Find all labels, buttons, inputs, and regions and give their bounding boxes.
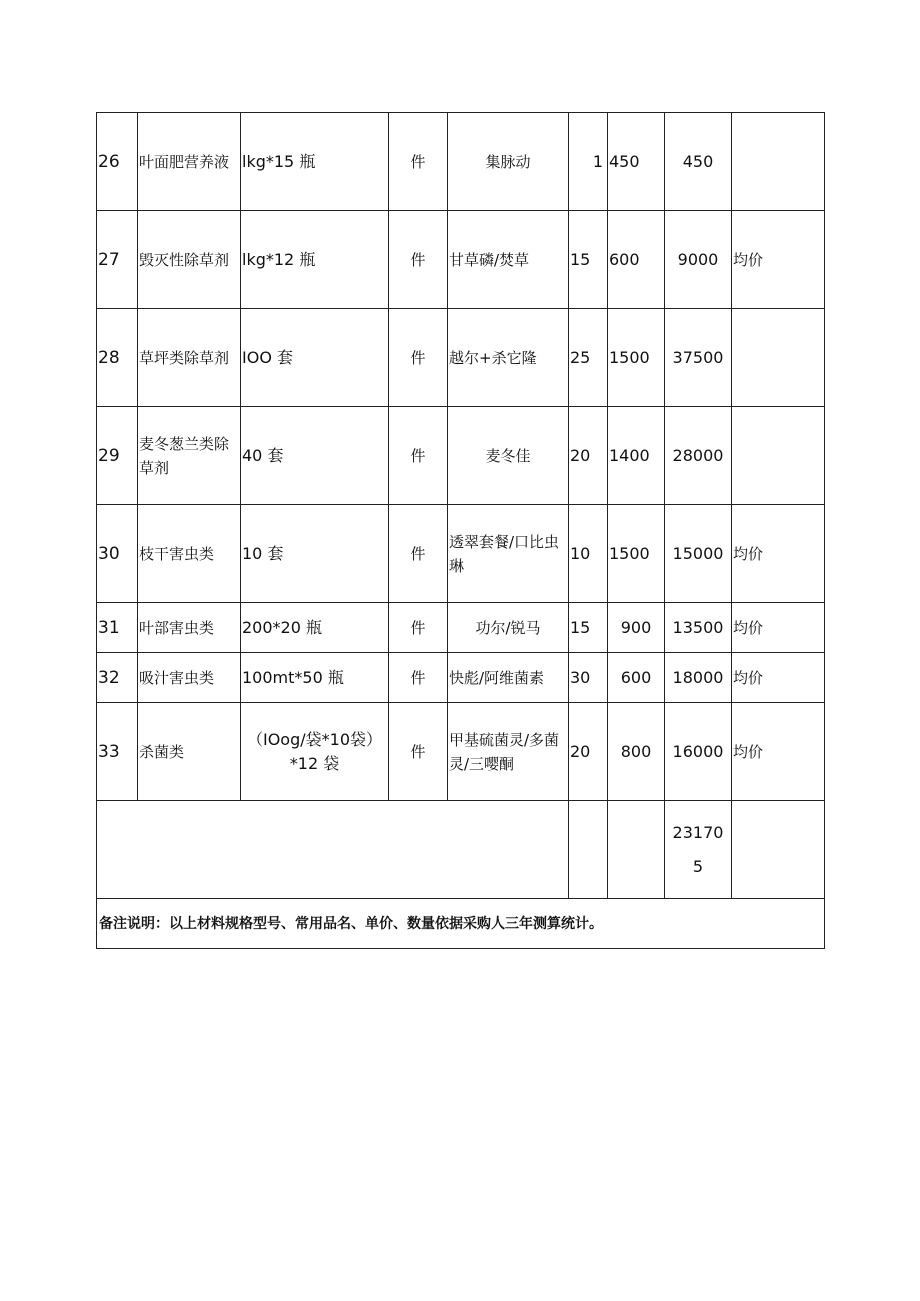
table-row <box>97 653 825 703</box>
product-name: 吸汁害虫类 <box>138 653 241 703</box>
brand-name: 麦冬佳 <box>448 407 569 505</box>
unit-cell: 件 <box>389 703 448 801</box>
row-number: 32 <box>97 653 138 703</box>
table-row <box>97 113 825 211</box>
note-cell: 均价 <box>732 505 825 603</box>
table-row <box>97 505 825 603</box>
total-note-cell <box>732 801 825 899</box>
quantity-cell: 25 <box>569 309 608 407</box>
note-cell <box>732 309 825 407</box>
quantity-cell: 30 <box>569 653 608 703</box>
row-number: 27 <box>97 211 138 309</box>
remark-text: 备注说明：以上材料规格型号、常用品名、单价、数量依据采购人三年测算统计。 <box>97 899 825 949</box>
unit-cell: 件 <box>389 407 448 505</box>
quantity-cell: 1 <box>569 113 608 211</box>
product-name: 叶部害虫类 <box>138 603 241 653</box>
quantity-cell: 20 <box>569 407 608 505</box>
quantity-cell: 15 <box>569 211 608 309</box>
note-cell <box>732 113 825 211</box>
table-row <box>97 603 825 653</box>
table-row <box>97 703 825 801</box>
amount-cell: 16000 <box>665 703 732 801</box>
unit-price-cell: 1500 <box>608 309 665 407</box>
total-label-cell <box>97 801 569 899</box>
quantity-cell: 10 <box>569 505 608 603</box>
unit-cell: 件 <box>389 505 448 603</box>
note-cell: 均价 <box>732 703 825 801</box>
brand-name: 透翠套餐/口比虫琳 <box>448 505 569 603</box>
row-number: 30 <box>97 505 138 603</box>
row-number: 26 <box>97 113 138 211</box>
brand-name: 功尔/锐马 <box>448 603 569 653</box>
unit-cell: 件 <box>389 113 448 211</box>
product-name: 枝干害虫类 <box>138 505 241 603</box>
product-spec: 10 套 <box>241 505 389 603</box>
unit-price-cell: 600 <box>608 211 665 309</box>
unit-price-cell: 450 <box>608 113 665 211</box>
note-cell: 均价 <box>732 653 825 703</box>
total-amount: 231705 <box>672 822 724 876</box>
note-cell: 均价 <box>732 603 825 653</box>
brand-name: 快彪/阿维菌素 <box>448 653 569 703</box>
product-spec: 200*20 瓶 <box>241 603 389 653</box>
unit-price-cell: 800 <box>608 703 665 801</box>
amount-cell: 9000 <box>665 211 732 309</box>
product-name: 草坪类除草剂 <box>138 309 241 407</box>
materials-table <box>96 112 825 949</box>
note-cell: 均价 <box>732 211 825 309</box>
unit-cell: 件 <box>389 309 448 407</box>
product-spec: IOO 套 <box>241 309 389 407</box>
table-row <box>97 407 825 505</box>
unit-price-cell: 1500 <box>608 505 665 603</box>
amount-cell: 13500 <box>665 603 732 653</box>
quantity-cell: 20 <box>569 703 608 801</box>
table-row <box>97 309 825 407</box>
brand-name: 越尔+杀它隆 <box>448 309 569 407</box>
product-spec: （IOog/袋*10袋）*12 袋 <box>241 703 389 801</box>
note-cell <box>732 407 825 505</box>
row-number: 31 <box>97 603 138 653</box>
brand-name: 集脉动 <box>448 113 569 211</box>
total-qty-cell <box>569 801 608 899</box>
amount-cell: 28000 <box>665 407 732 505</box>
total-price-cell <box>608 801 665 899</box>
remark-row <box>97 899 825 949</box>
product-spec: 40 套 <box>241 407 389 505</box>
total-amount-cell <box>665 801 732 899</box>
amount-cell: 450 <box>665 113 732 211</box>
table-row <box>97 211 825 309</box>
brand-name: 甲基硫菌灵/多菌灵/三嘤酮 <box>448 703 569 801</box>
amount-cell: 37500 <box>665 309 732 407</box>
unit-price-cell: 600 <box>608 653 665 703</box>
product-spec: lkg*12 瓶 <box>241 211 389 309</box>
unit-price-cell: 1400 <box>608 407 665 505</box>
product-spec: 100mt*50 瓶 <box>241 653 389 703</box>
unit-price-cell: 900 <box>608 603 665 653</box>
amount-cell: 18000 <box>665 653 732 703</box>
row-number: 33 <box>97 703 138 801</box>
product-name: 叶面肥营养液 <box>138 113 241 211</box>
quantity-cell: 15 <box>569 603 608 653</box>
row-number: 29 <box>97 407 138 505</box>
product-spec: lkg*15 瓶 <box>241 113 389 211</box>
unit-cell: 件 <box>389 603 448 653</box>
amount-cell: 15000 <box>665 505 732 603</box>
total-row <box>97 801 825 899</box>
brand-name: 甘草磷/焚草 <box>448 211 569 309</box>
product-name: 麦冬葱兰类除草剂 <box>138 407 241 505</box>
product-name: 杀菌类 <box>138 703 241 801</box>
product-name: 毁灭性除草剂 <box>138 211 241 309</box>
unit-cell: 件 <box>389 653 448 703</box>
unit-cell: 件 <box>389 211 448 309</box>
row-number: 28 <box>97 309 138 407</box>
